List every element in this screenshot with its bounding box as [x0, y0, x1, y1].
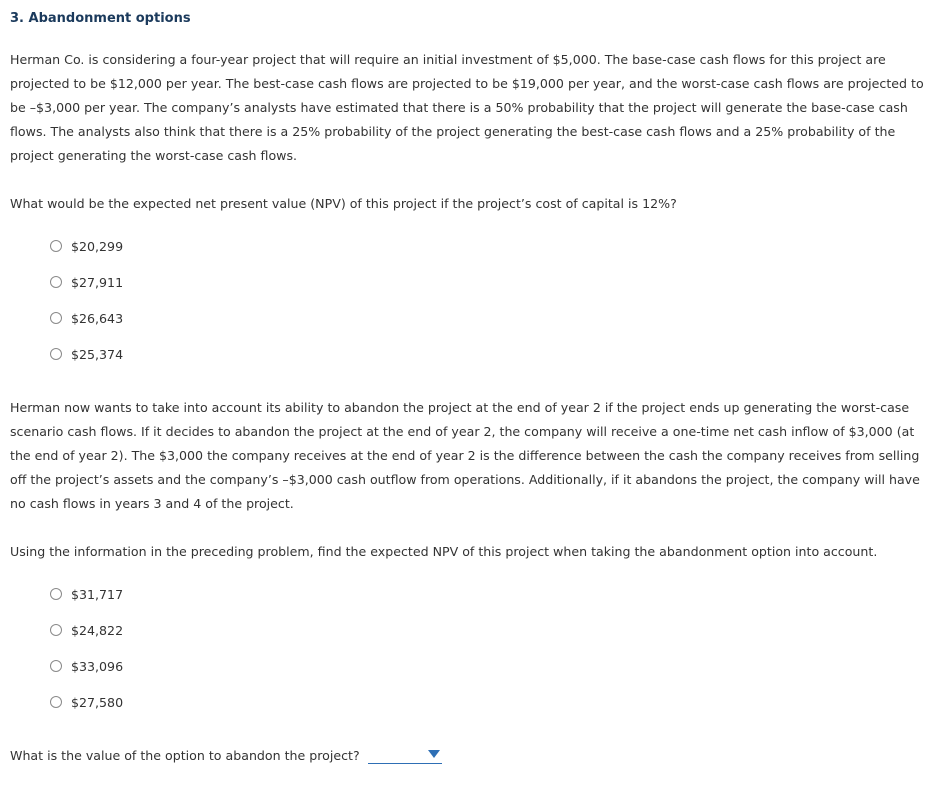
problem2-options — [50, 576, 123, 720]
radio-button[interactable] — [50, 276, 62, 288]
problem1-options — [50, 228, 123, 372]
problem2-option[interactable] — [50, 612, 123, 648]
dropdown-arrow-icon — [428, 750, 440, 758]
radio-button[interactable] — [50, 312, 62, 324]
option-label: $26,643 — [71, 310, 124, 326]
option-label: $27,580 — [71, 694, 124, 710]
abandon-value-dropdown[interactable] — [368, 746, 442, 764]
option-label: $27,911 — [71, 274, 124, 290]
radio-button[interactable] — [50, 696, 62, 708]
option-label: $25,374 — [71, 346, 124, 362]
problem2-option[interactable] — [50, 648, 123, 684]
problem2-question: Using the information in the preceding problem, find the expected NPV of this project when taking the abandonment option into account. — [10, 544, 878, 559]
problem1-question: What would be the expected net present value (NPV) of this project if the project’s cost of capital is 12%? — [10, 196, 677, 211]
problem2-option[interactable] — [50, 576, 123, 612]
option-label: $33,096 — [71, 658, 124, 674]
option-label: $31,717 — [71, 586, 124, 602]
problem1-option[interactable] — [50, 228, 123, 264]
radio-button[interactable] — [50, 240, 62, 252]
section-heading: 3. Abandonment options — [10, 11, 191, 26]
problem3-question: What is the value of the option to abandon the project? — [10, 747, 360, 763]
radio-button[interactable] — [50, 348, 62, 360]
radio-button[interactable] — [50, 588, 62, 600]
problem1-intro: Herman Co. is considering a four-year project that will require an initial investment of $5,000. The base-case cash flows for this project are projected to be $12,000 per year. The best-case cash flows are projected to be $19,000 per year, and the worst-case cash flows are projected to be –$3,000 per year. The company’s analysts have estimated that there is a 50% probability that the project will generate the base-case cash flows. The analysts also think that there is a 25% probability of the project generating the best-case cash flows and a 25% probability of the project generating the worst-case cash flows. — [10, 52, 924, 163]
problem1-option[interactable] — [50, 300, 123, 336]
problem2-intro: Herman now wants to take into account its ability to abandon the project at the end of year 2 if the project ends up generating the worst-case scenario cash flows. If it decides to abandon the project at the end of year 2, the company will receive a one-time net cash inflow of $3,000 (at the end of year 2). The $3,000 the company receives at the end of year 2 is the difference between the cash the company receives from selling off the project’s assets and the company’s –$3,000 cash outflow from operations. Additionally, if it abandons the project, the company will have no cash flows in years 3 and 4 of the project. — [10, 400, 920, 511]
radio-button[interactable] — [50, 624, 62, 636]
problem1-option[interactable] — [50, 336, 123, 372]
problem1-option[interactable] — [50, 264, 123, 300]
problem3-row — [10, 746, 442, 764]
option-label: $24,822 — [71, 622, 124, 638]
problem2-option[interactable] — [50, 684, 123, 720]
radio-button[interactable] — [50, 660, 62, 672]
option-label: $20,299 — [71, 238, 124, 254]
